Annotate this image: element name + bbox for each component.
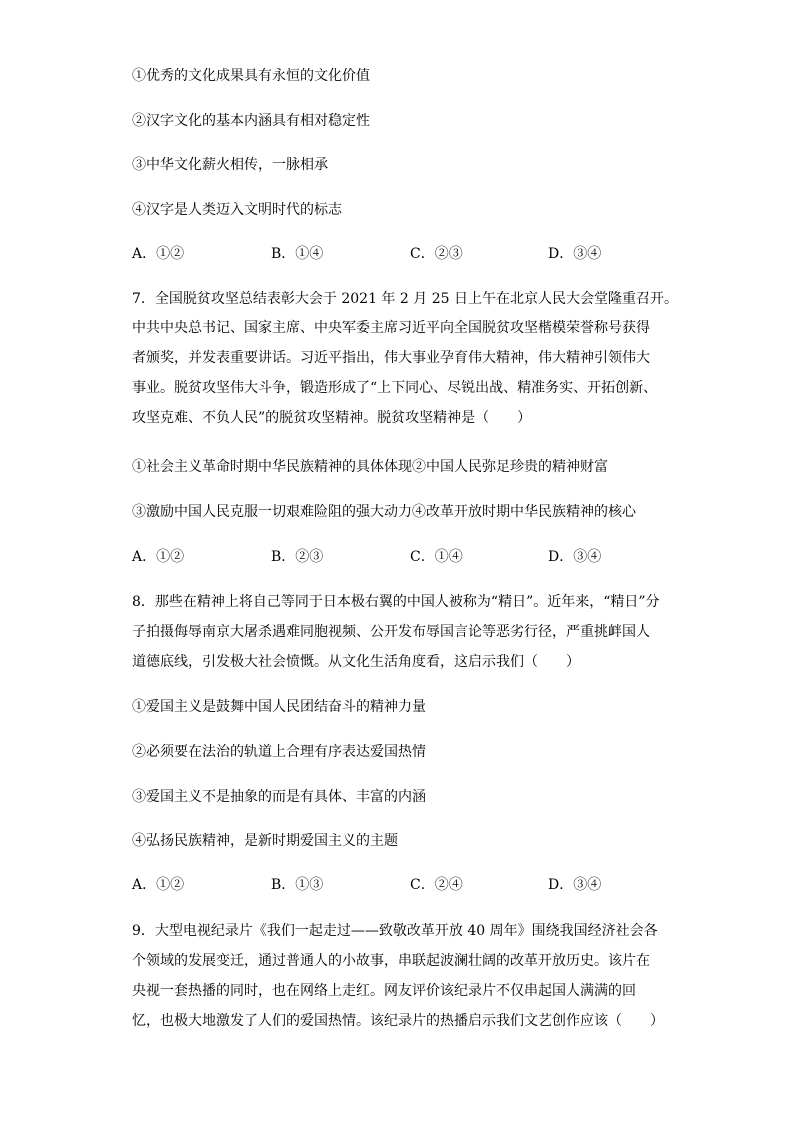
q7-options — [132, 547, 692, 567]
q6-option-a: A．①② — [132, 246, 185, 262]
q6-option-b: B．①④ — [271, 246, 324, 262]
q7-stem-line-1: 7．全国脱贫攻坚总结表彰大会于 2021 年 2 月 25 日上午在北京人民大会堂隆重召开。 — [132, 291, 678, 307]
q8-stem-line-2: 子拍摄侮辱南京大屠杀遇难同胞视频、公开发布辱国言论等恶劣行径，严重挑衅国人 — [132, 624, 650, 640]
q7-option-b: B．②③ — [271, 549, 324, 565]
q7-option-d: D．③④ — [548, 549, 602, 565]
q8-option-d: D．③④ — [548, 877, 602, 893]
q7-stem-line-5: 攻坚克难、不负人民”的脱贫攻坚精神。脱贫攻坚精神是（ ） — [132, 410, 532, 426]
q7-item-line-1: ①社会主义革命时期中华民族精神的具体体现②中国人民弥足珍贵的精神财富 — [132, 459, 608, 475]
q7-stem-line-4: 事业。脱贫攻坚伟大斗争，锻造形成了“上下同心、尽锐出战、精准务实、开拓创新、 — [132, 380, 658, 396]
q8-item-4: ④弘扬民族精神，是新时期爱国主义的主题 — [132, 833, 398, 849]
q7-stem-line-3: 者颁奖，并发表重要讲话。习近平指出，伟大事业孕育伟大精神，伟大精神引领伟大 — [132, 350, 650, 366]
q8-stem-line-3: 道德底线，引发极大社会愤慨。从文化生活角度看，这启示我们（ ） — [132, 654, 580, 670]
q6-item-2: ②汉字文化的基本内涵具有相对稳定性 — [132, 113, 370, 129]
q8-option-c: C．②④ — [410, 877, 463, 893]
q6-option-d: D．③④ — [548, 246, 602, 262]
q9-stem-line-4: 忆，也极大地激发了人们的爱国热情。该纪录片的热播启示我们文艺创作应该（ ） — [132, 1013, 664, 1029]
q8-item-3: ③爱国主义不是抽象的而是有具体、丰富的内涵 — [132, 789, 426, 805]
q8-item-1: ①爱国主义是鼓舞中国人民团结奋斗的精神力量 — [132, 699, 426, 715]
q6-item-1: ①优秀的文化成果具有永恒的文化价值 — [132, 68, 370, 84]
q7-option-a: A．①② — [132, 549, 185, 565]
q6-item-4: ④汉字是人类迈入文明时代的标志 — [132, 202, 342, 218]
q7-item-line-2: ③激励中国人民克服一切艰难险阻的强大动力④改革开放时期中华民族精神的核心 — [132, 504, 636, 520]
q9-stem-line-1: 9．大型电视纪录片《我们一起走过——致敬改革开放 40 周年》围绕我国经济社会各 — [132, 923, 658, 939]
q8-item-2: ②必须要在法治的轨道上合理有序表达爱国热情 — [132, 744, 426, 760]
q8-options — [132, 875, 692, 895]
q9-stem-line-3: 央视一套热播的同时，也在网络上走红。网友评价该纪录片不仅串起国人满满的回 — [132, 983, 636, 999]
q8-stem-line-1: 8．那些在精神上将自己等同于日本极右翼的中国人被称为“精日”。近年来，“精日”分 — [132, 594, 660, 610]
q9-stem-line-2: 个领域的发展变迁，通过普通人的小故事，串联起波澜壮阔的改革开放历史。该片在 — [132, 953, 650, 969]
q7-stem-line-2: 中共中央总书记、国家主席、中央军委主席习近平向全国脱贫攻坚楷模荣誉称号获得 — [132, 320, 650, 336]
q8-option-a: A．①② — [132, 877, 185, 893]
q6-item-3: ③中华文化薪火相传，一脉相承 — [132, 157, 328, 173]
q8-option-b: B．①③ — [271, 877, 324, 893]
q7-option-c: C．①④ — [410, 549, 463, 565]
q6-option-c: C．②③ — [410, 246, 463, 262]
q6-options — [132, 244, 692, 264]
